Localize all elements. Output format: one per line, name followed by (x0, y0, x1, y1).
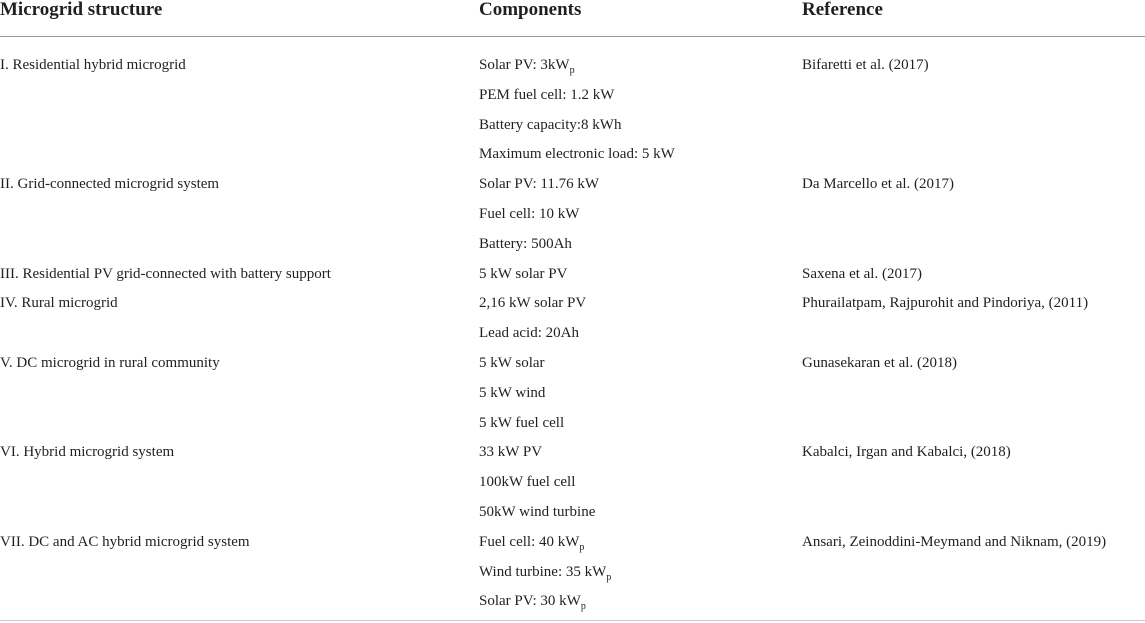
component-text: 50kW wind turbine (479, 504, 596, 520)
component-text: Wind turbine: 35 kW (479, 563, 607, 580)
component-text: 2,16 kW solar PV (479, 295, 587, 312)
row-structure: I. Residential hybrid microgrid (0, 57, 186, 73)
component-item (479, 533, 584, 553)
component-text: Solar PV: 3kW (479, 57, 570, 73)
component-unit-subscript: p (569, 65, 575, 76)
component-text: 5 kW solar (479, 355, 545, 371)
header-components: Components (479, 0, 582, 20)
row-reference: Phurailatpam, Rajpurohit and Pindoriya, (2011) (802, 295, 1089, 312)
header-structure: Microgrid structure (0, 0, 163, 20)
component-item (479, 145, 675, 165)
component-text: 33 kW PV (479, 444, 543, 461)
row-structure: II. Grid-connected microgrid system (0, 176, 220, 193)
row-reference: Bifaretti et al. (2017) (802, 57, 929, 73)
component-item (479, 443, 542, 463)
component-item (479, 116, 621, 136)
component-unit-subscript: p (580, 601, 586, 613)
table-bottom-rule (0, 620, 1145, 621)
component-unit-subscript: p (579, 541, 585, 553)
component-item (479, 265, 567, 285)
component-item (479, 205, 579, 225)
row-reference: Ansari, Zeinoddini-Meymand and Niknam, (2019) (802, 533, 1107, 550)
row-structure: IV. Rural microgrid (0, 295, 118, 312)
row-structure: VII. DC and AC hybrid microgrid system (0, 533, 250, 550)
component-item (479, 56, 575, 76)
row-structure: III. Residential PV grid-connected with battery support (0, 265, 331, 282)
component-item (479, 563, 611, 583)
header-reference: Reference (802, 0, 883, 20)
component-text: 100kW fuel cell (479, 474, 576, 491)
component-item (479, 294, 586, 314)
row-reference: Kabalci, Irgan and Kabalci, (2018) (802, 444, 1011, 461)
component-text: 5 kW wind (479, 384, 546, 401)
row-reference: Da Marcello et al. (2017) (802, 176, 955, 193)
component-text: Solar PV: 11.76 kW (479, 176, 599, 193)
component-item (479, 86, 614, 106)
row-reference: Gunasekaran et al. (2018) (802, 355, 957, 371)
row-reference: Saxena et al. (2017) (802, 265, 922, 282)
component-unit-subscript: p (606, 571, 612, 583)
component-item (479, 503, 595, 523)
component-text: Lead acid: 20Ah (479, 325, 579, 342)
component-text: 5 kW solar PV (479, 265, 568, 282)
component-item (479, 473, 575, 493)
component-text: PEM fuel cell: 1.2 kW (479, 86, 615, 103)
component-item (479, 354, 545, 374)
component-text: Fuel cell: 40 kW (479, 533, 580, 550)
component-text: Battery capacity:8 kWh (479, 116, 622, 133)
component-text: Battery: 500Ah (479, 235, 572, 252)
row-structure: V. DC microgrid in rural community (0, 355, 220, 371)
component-item (479, 235, 572, 255)
component-item (479, 324, 579, 344)
component-text: Solar PV: 30 kW (479, 593, 581, 610)
component-item (479, 175, 599, 195)
component-text: Fuel cell: 10 kW (479, 206, 580, 222)
component-item (479, 414, 564, 434)
component-text: Maximum electronic load: 5 kW (479, 146, 675, 163)
component-item (479, 592, 586, 612)
row-structure: VI. Hybrid microgrid system (0, 444, 175, 461)
header-divider (0, 36, 1145, 37)
component-item (479, 384, 545, 404)
component-text: 5 kW fuel cell (479, 414, 565, 431)
